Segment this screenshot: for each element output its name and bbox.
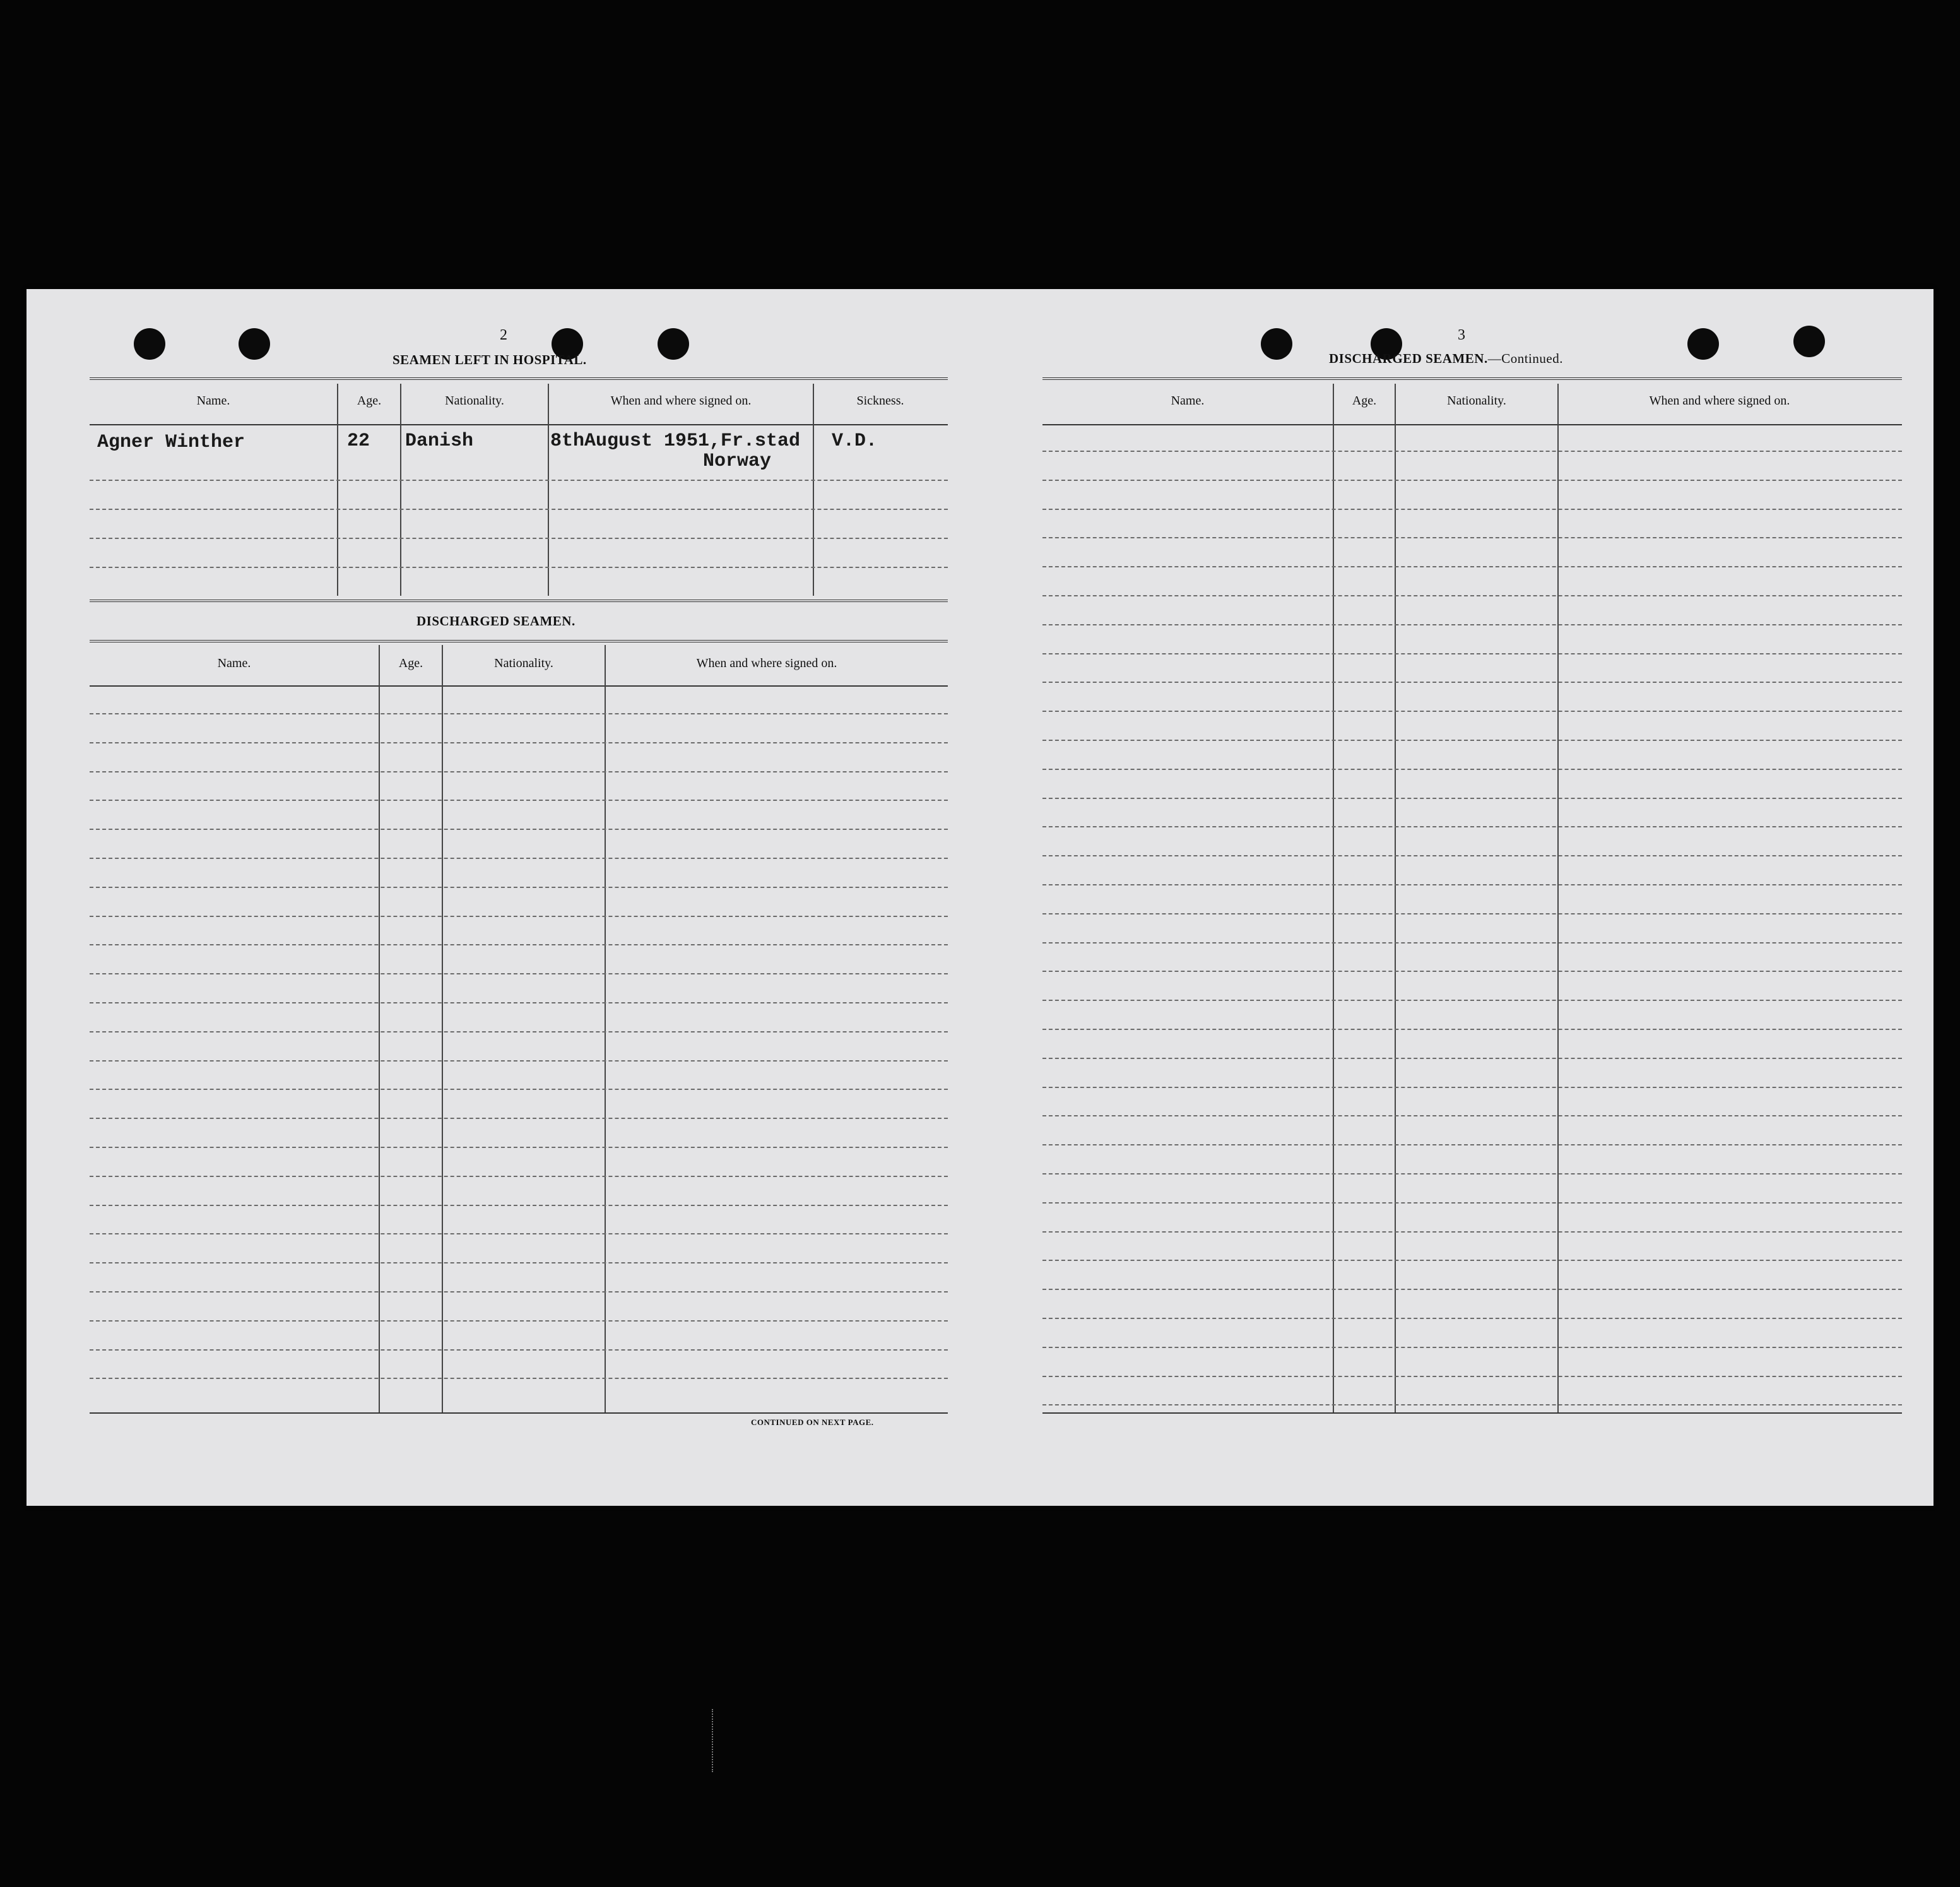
form-sheet (27, 289, 1933, 1506)
hospital-section-title: SEAMEN LEFT IN HOSPITAL. (393, 352, 587, 367)
seaman-name: Agner Winther (97, 432, 245, 453)
continued-note: CONTINUED ON NEXT PAGE. (751, 1417, 874, 1427)
entry-line (90, 800, 948, 801)
entry-line (1042, 855, 1902, 856)
entry-line (1042, 1202, 1902, 1204)
discharged-header-top-rule (90, 640, 948, 642)
entry-line (1042, 480, 1902, 481)
seaman-nationality: Danish (405, 430, 474, 452)
entry-line (1042, 1318, 1902, 1319)
entry-line (90, 1233, 948, 1234)
entry-line (90, 916, 948, 917)
page-number: 2 (500, 327, 507, 343)
right-col-age: Age. (1352, 394, 1377, 408)
entry-line (90, 1262, 948, 1263)
entry-line (90, 858, 948, 859)
right-header-rule (1042, 424, 1902, 425)
entry-line (1042, 595, 1902, 596)
entry-line (1042, 1376, 1902, 1377)
hospital-col-nationality: Nationality. (445, 394, 504, 408)
hospital-top-rule (90, 377, 948, 380)
right-col-name: Name. (1171, 394, 1205, 408)
discharged-col-name: Name. (217, 656, 251, 670)
entry-line (90, 538, 948, 539)
entry-line (90, 973, 948, 974)
seaman-age: 22 (347, 430, 370, 452)
right-section-title-main: DISCHARGED SEAMEN. (1329, 351, 1488, 366)
entry-line (90, 771, 948, 772)
entry-line (1042, 1000, 1902, 1001)
column-divider (605, 645, 606, 1412)
discharged-top-rule (90, 600, 948, 602)
entry-line (90, 887, 948, 888)
entry-line (90, 567, 948, 568)
entry-line (1042, 942, 1902, 944)
punch-hole (1687, 328, 1719, 360)
column-divider (400, 384, 401, 596)
entry-line (1042, 740, 1902, 741)
discharged-header-rule (90, 685, 948, 687)
hospital-header-rule (90, 424, 948, 425)
entry-line (1042, 566, 1902, 567)
column-divider (442, 645, 443, 1412)
hospital-col-name: Name. (196, 394, 230, 408)
entry-line (90, 1205, 948, 1206)
right-bottom-rule (1042, 1412, 1902, 1414)
seaman-sickness: V.D. (832, 430, 878, 452)
gutter-mark (712, 1709, 716, 1772)
entry-line (1042, 1087, 1902, 1088)
page-number: 3 (1458, 327, 1465, 343)
right-top-rule (1042, 377, 1902, 380)
column-divider (379, 645, 380, 1412)
entry-line (1042, 1289, 1902, 1290)
right-col-nationality: Nationality. (1447, 394, 1506, 408)
entry-line (1042, 711, 1902, 712)
entry-line (1042, 884, 1902, 885)
column-divider (548, 384, 549, 596)
entry-line (90, 1320, 948, 1322)
discharged-bottom-rule (90, 1412, 948, 1414)
entry-line (1042, 537, 1902, 538)
entry-line (1042, 624, 1902, 625)
entry-line (1042, 682, 1902, 683)
entry-line (1042, 1144, 1902, 1145)
entry-line (1042, 798, 1902, 799)
hospital-col-age: Age. (357, 394, 382, 408)
discharged-col-age: Age. (398, 656, 423, 670)
hospital-col-signed-on: When and where signed on. (610, 394, 752, 408)
right-section-title-suffix: —Continued. (1487, 351, 1563, 366)
entry-line (90, 1147, 948, 1148)
entry-line (1042, 971, 1902, 972)
column-divider (813, 384, 814, 596)
entry-line (1042, 1115, 1902, 1116)
entry-line (1042, 509, 1902, 510)
entry-line (1042, 1029, 1902, 1030)
entry-line (1042, 653, 1902, 654)
punch-hole (1793, 326, 1825, 357)
discharged-section-title: DISCHARGED SEAMEN. (416, 613, 576, 629)
entry-line (1042, 451, 1902, 452)
entry-line (1042, 1231, 1902, 1233)
discharged-col-nationality: Nationality. (494, 656, 553, 670)
entry-line (90, 509, 948, 510)
entry-line (90, 1089, 948, 1090)
entry-line (90, 829, 948, 830)
entry-line (1042, 1058, 1902, 1059)
entry-line (90, 713, 948, 714)
entry-line (90, 1002, 948, 1003)
column-divider (337, 384, 338, 596)
entry-line (1042, 913, 1902, 914)
seaman-signed-on: 8thAugust 1951,Fr.stad (550, 430, 801, 452)
seaman-signed-on-place: Norway (703, 451, 772, 472)
entry-line (90, 1176, 948, 1177)
entry-line (1042, 1347, 1902, 1348)
entry-line (90, 1291, 948, 1293)
punch-hole (134, 328, 165, 360)
entry-line (90, 1031, 948, 1032)
punch-hole (1261, 328, 1292, 360)
right-section-title (1329, 351, 1563, 367)
entry-line (90, 480, 948, 481)
entry-line (1042, 1173, 1902, 1174)
entry-line (1042, 826, 1902, 827)
punch-hole (658, 328, 689, 360)
entry-line (90, 1118, 948, 1119)
punch-hole (239, 328, 270, 360)
right-col-signed-on: When and where signed on. (1649, 394, 1790, 408)
entry-line (1042, 769, 1902, 770)
entry-line (1042, 1260, 1902, 1261)
entry-line (90, 1378, 948, 1379)
discharged-col-signed-on: When and where signed on. (696, 656, 837, 670)
hospital-col-sickness: Sickness. (856, 394, 904, 408)
entry-line (90, 1349, 948, 1351)
entry-line (90, 742, 948, 743)
entry-line (90, 944, 948, 945)
entry-line (1042, 1404, 1902, 1405)
entry-line (90, 1060, 948, 1062)
